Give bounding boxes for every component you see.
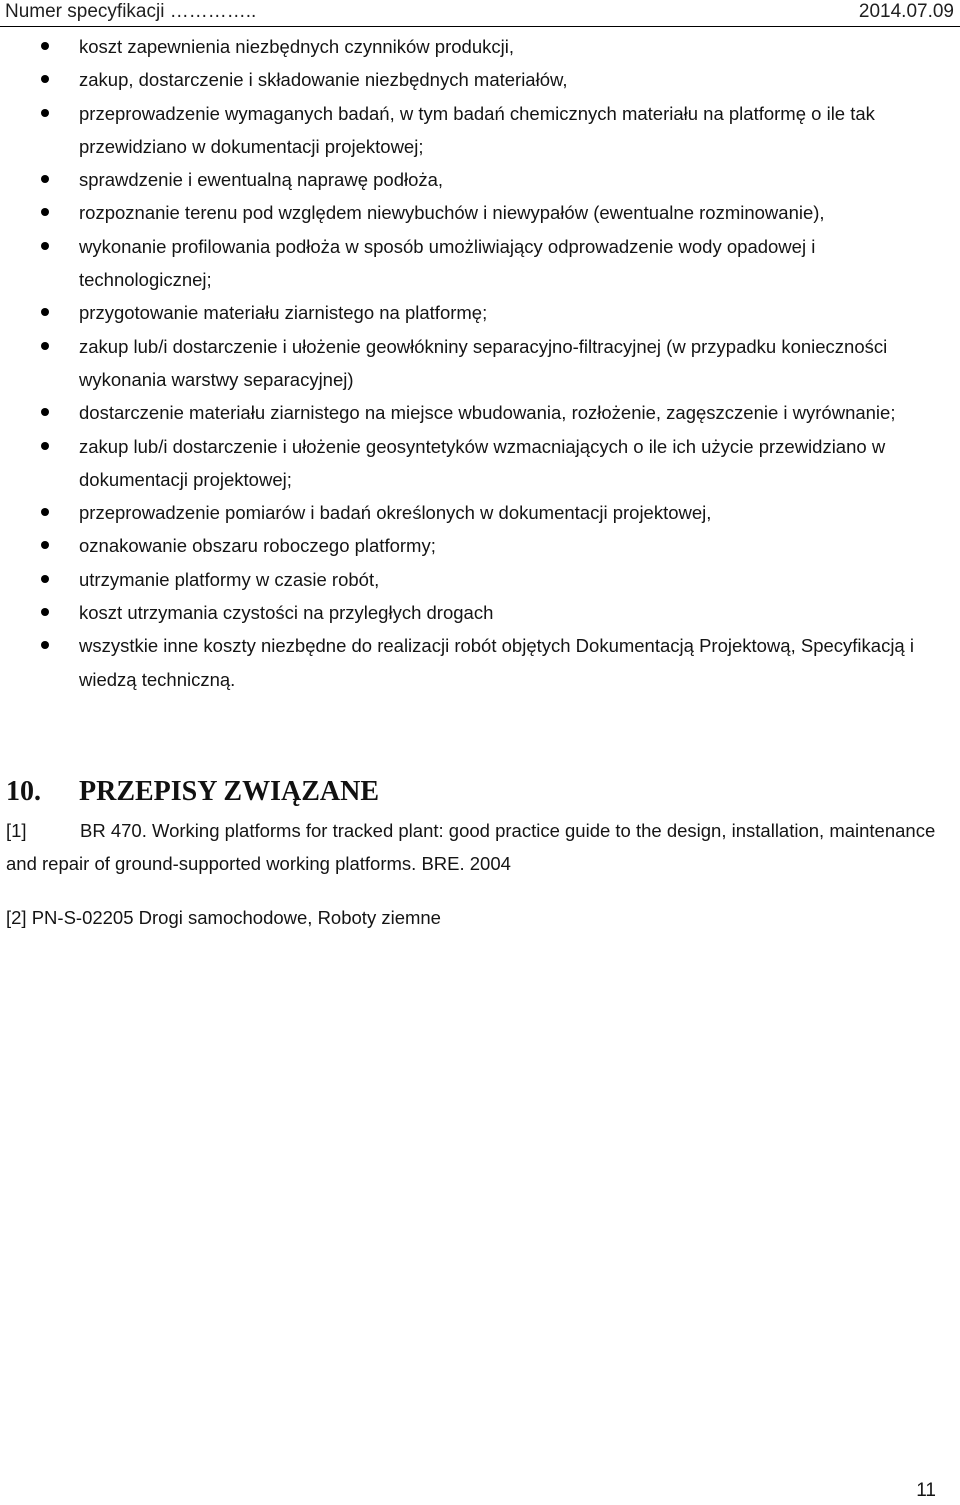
bullet-icon bbox=[41, 175, 49, 183]
spec-number-label: Numer specyfikacji ………….. bbox=[5, 1, 257, 22]
section-title: PRZEPISY ZWIĄZANE bbox=[79, 776, 380, 807]
reference-1-label: [1] bbox=[6, 820, 27, 841]
bullet-icon bbox=[41, 75, 49, 83]
list-item-text: zakup lub/i dostarczenie i ułożenie geosyntetyków wzmacniających o ile ich użycie przewidziano w dokumentacji projektowej; bbox=[79, 435, 886, 490]
bullet-icon bbox=[41, 109, 49, 117]
reference-1-text: BR 470. Working platforms for tracked plant: good practice guide to the design, installation, maintenance and repair of ground-supported working platforms. BRE. 2004 bbox=[6, 820, 936, 875]
list-item bbox=[0, 596, 960, 629]
list-item-text: utrzymanie platformy w czasie robót, bbox=[79, 568, 380, 590]
list-item bbox=[0, 63, 960, 96]
list-item-text: koszt zapewnienia niezbędnych czynników produkcji, bbox=[79, 36, 514, 57]
list-item bbox=[0, 296, 960, 329]
bullet-icon bbox=[41, 608, 49, 616]
bullet-icon bbox=[41, 541, 49, 549]
list-item-text: zakup lub/i dostarczenie i ułożenie geowłókniny separacyjno-filtracyjnej (w przypadku konieczności wykonania warstwy separacyjnej) bbox=[79, 335, 888, 390]
page-header bbox=[0, 0, 960, 27]
bullet-icon bbox=[41, 42, 49, 50]
list-item bbox=[0, 430, 960, 497]
reference-1 bbox=[6, 814, 946, 881]
list-item-text: zakup, dostarczenie i składowanie niezbędnych materiałów, bbox=[79, 69, 568, 91]
bullet-icon bbox=[41, 641, 49, 649]
section-heading bbox=[6, 776, 379, 808]
list-item-text: przeprowadzenie pomiarów i badań określonych w dokumentacji projektowej, bbox=[79, 502, 712, 524]
list-item-text: przeprowadzenie wymaganych badań, w tym badań chemicznych materiału na platformę o ile tak przewidziano w dokumentacji projektowej; bbox=[79, 102, 875, 157]
list-item-text: przygotowanie materiału ziarnistego na platformę; bbox=[79, 302, 488, 324]
list-item-text: wszystkie inne koszty niezbędne do realizacji robót objętych Dokumentacją Projektową, Specyfikacją i wiedzą techniczną. bbox=[79, 635, 914, 690]
list-item bbox=[0, 330, 960, 397]
reference-2: [2] PN-S-02205 Drogi samochodowe, Roboty ziemne bbox=[6, 906, 441, 928]
list-item bbox=[0, 230, 960, 297]
list-item bbox=[0, 163, 960, 196]
list-item-text: koszt utrzymania czystości na przyległych drogach bbox=[79, 602, 494, 624]
cost-items-list bbox=[0, 30, 960, 696]
bullet-icon bbox=[41, 575, 49, 583]
bullet-icon bbox=[41, 442, 49, 450]
section-number: 10. bbox=[6, 776, 41, 807]
bullet-icon bbox=[41, 308, 49, 316]
list-item bbox=[0, 529, 960, 562]
header-date: 2014.07.09 bbox=[858, 1, 954, 22]
list-item-text: dostarczenie materiału ziarnistego na miejsce wbudowania, rozłożenie, zagęszczenie i wyrównanie; bbox=[79, 402, 896, 424]
bullet-icon bbox=[41, 408, 49, 416]
list-item bbox=[0, 196, 960, 229]
bullet-icon bbox=[41, 208, 49, 216]
page-number: 11 bbox=[916, 1480, 936, 1501]
list-item bbox=[0, 629, 960, 696]
references bbox=[6, 814, 946, 934]
list-item-text: wykonanie profilowania podłoża w sposób umożliwiający odprowadzenie wody opadowej i technologicznej; bbox=[79, 235, 816, 291]
bullet-icon bbox=[41, 342, 49, 350]
list-item-text: rozpoznanie terenu pod względem niewybuchów i niewypałów (ewentualne rozminowanie), bbox=[79, 202, 825, 224]
bullet-icon bbox=[41, 242, 49, 250]
bullet-icon bbox=[41, 508, 49, 516]
list-item bbox=[0, 97, 960, 164]
list-item-text: oznakowanie obszaru roboczego platformy; bbox=[79, 535, 436, 557]
list-item bbox=[0, 563, 960, 596]
list-item bbox=[0, 396, 960, 429]
list-item bbox=[0, 30, 960, 63]
list-item-text: sprawdzenie i ewentualną naprawę podłoża, bbox=[79, 169, 444, 191]
list-item bbox=[0, 496, 960, 529]
